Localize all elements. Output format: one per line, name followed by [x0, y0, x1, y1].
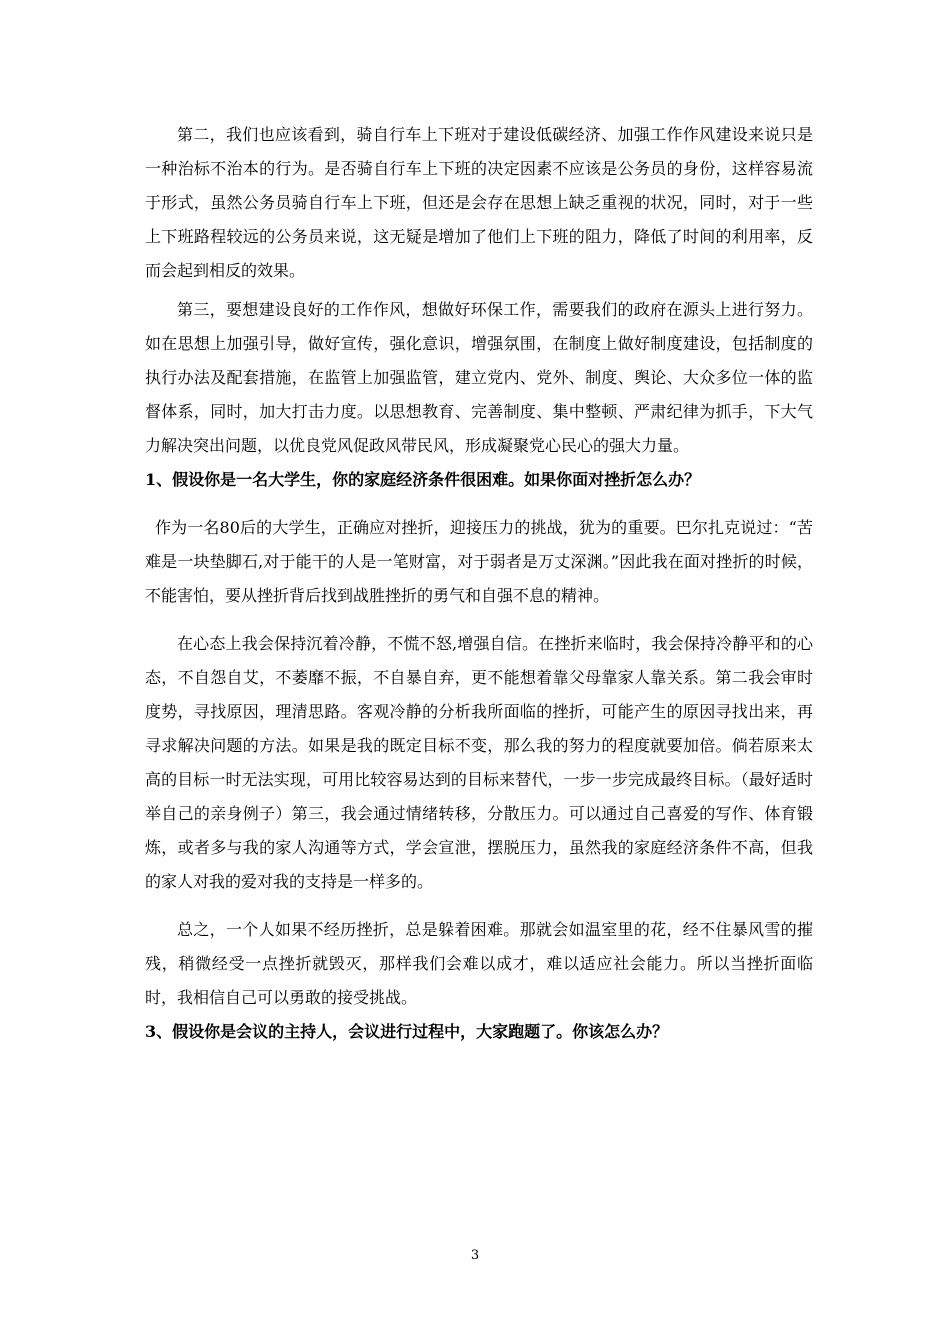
page-body	[145, 118, 813, 1049]
paragraph-third-point: 第三，要想建设良好的工作作风，想做好环保工作，需要我们的政府在源头上进行努力。如在思想上加强引导，做好宣传，强化意识，增强氛围，在制度上做好制度建设，包括制度的执行办法及配套措施，在监管上加强监管，建立党内、党外、制度、舆论、大众多位一体的监督体系，同时，加大打击力度。以思想教育、完善制度、集中整顿、严肃纪律为抓手，下大气力解决突出问题，以优良党风促政风带民风，形成凝聚党心民心的强大力量。	[145, 300, 813, 455]
paragraph-answer-mindset: 在心态上我会保持沉着冷静，不慌不怒,增强自信。在挫折来临时，我会保持冷静平和的心态，不自怨自艾，不萎靡不振，不自暴自弃，更不能想着靠父母靠家人靠关系。第二我会审时度势，寻找原因，理清思路。客观冷静的分析我所面临的挫折，可能产生的原因寻找出来，再寻求解决问题的方法。如果是我的既定目标不变，那么我的努力的程度就要加倍。倘若原来太高的目标一时无法实现，可用比较容易达到的目标来替代，一步一步完成最终目标。（最好适时举自己的亲身例子）第三，我会通过情绪转移，分散压力。可以通过自己喜爱的写作、体育锻炼，或者多与我的家人沟通等方式，学会宣泄，摆脱压力，虽然我的家庭经济条件不高，但我的家人对我的爱对我的支持是一样多的。	[145, 634, 813, 891]
paragraph-second-point: 第二，我们也应该看到，骑自行车上下班对于建设低碳经济、加强工作作风建设来说只是一种治标不治本的行为。是否骑自行车上下班的决定因素不应该是公务员的身份，这样容易流于形式，虽然公务员骑自行车上下班，但还是会存在思想上缺乏重视的状况，同时，对于一些上下班路程较远的公务员来说，这无疑是增加了他们上下班的阻力，降低了时间的利用率，反而会起到相反的效果。	[145, 125, 813, 280]
paragraph-answer-intro: 作为一名80后的大学生，正确应对挫折，迎接压力的挑战，犹为的重要。巴尔扎克说过：“苦难是一块垫脚石,对于能干的人是一笔财富，对于弱者是万丈深渊。”因此我在面对挫折的时候，不能害怕，要从挫折背后找到战胜挫折的勇气和自强不息的精神。	[145, 518, 813, 605]
page-number: 3	[470, 1248, 480, 1263]
question-heading-3: 3、假设你是会议的主持人，会议进行过程中，大家跑题了。你该怎么办？	[145, 1022, 669, 1041]
paragraph-answer-conclusion: 总之，一个人如果不经历挫折，总是躲着困难。那就会如温室里的花，经不住暴风雪的摧残，稍微经受一点挫折就毁灭，那样我们会难以成才，难以适应社会能力。所以当挫折面临时，我相信自己可以勇敢的接受挑战。	[145, 920, 813, 1007]
question-heading-1: 1、假设你是一名大学生，你的家庭经济条件很困难。如果你面对挫折怎么办？	[145, 470, 701, 489]
